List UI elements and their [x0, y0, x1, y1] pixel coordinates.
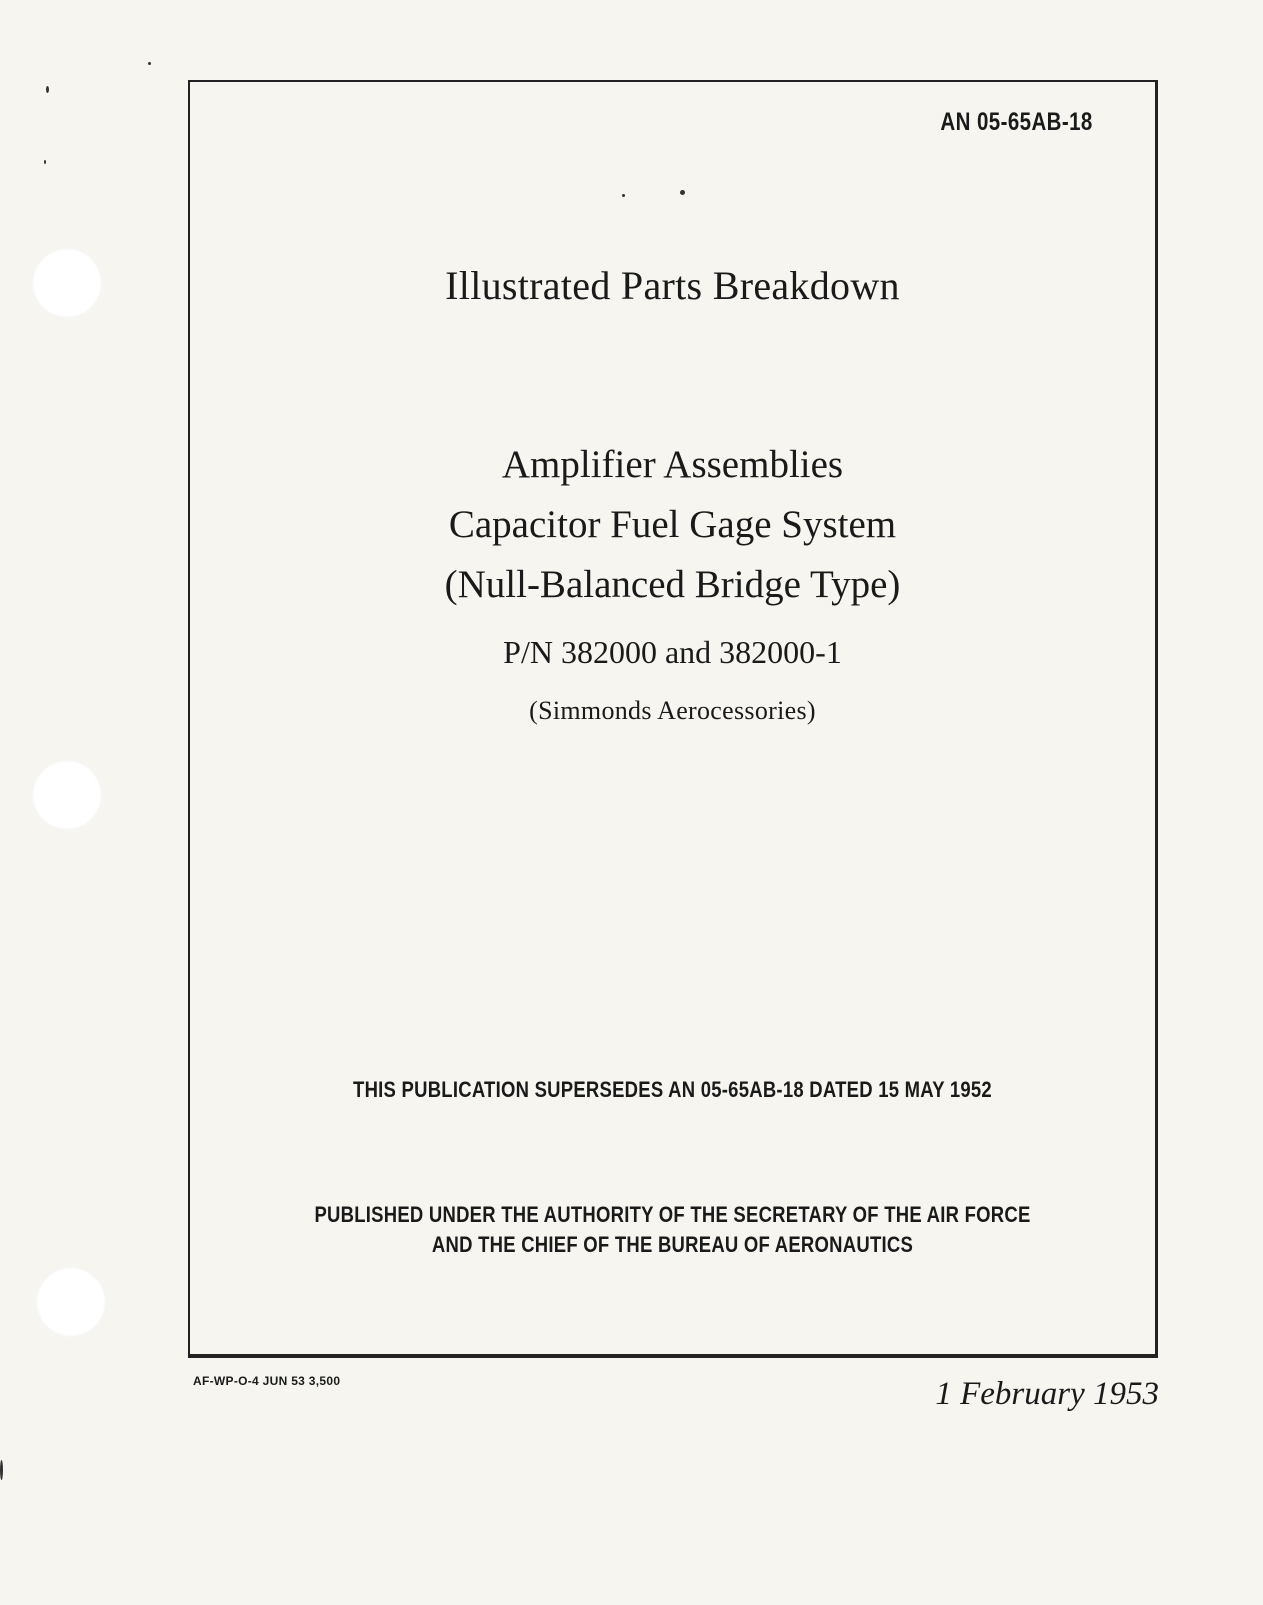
punch-hole-bottom	[36, 1267, 106, 1337]
ink-speck	[622, 194, 625, 197]
punch-hole-middle	[32, 760, 102, 830]
part-number: P/N 382000 and 382000-1	[503, 634, 842, 670]
page-border	[188, 80, 1158, 1358]
publication-date: 1 February 1953	[935, 1376, 1159, 1412]
authority-line-1: PUBLISHED UNDER THE AUTHORITY OF THE SECRETARY OF THE AIR FORCE	[314, 1202, 1031, 1227]
document-number: AN 05-65AB-18	[940, 108, 1093, 136]
authority-line-2: AND THE CHIEF OF THE BUREAU OF AERONAUTICS	[431, 1232, 914, 1257]
manufacturer: (Simmonds Aerocessories)	[529, 696, 816, 725]
supersedes-notice: THIS PUBLICATION SUPERSEDES AN 05-65AB-18 DATED 15 MAY 1952	[353, 1077, 992, 1102]
ink-speck	[44, 160, 46, 164]
ink-speck	[0, 1460, 3, 1480]
punch-hole-top	[32, 248, 102, 318]
title-line-3: (Null-Balanced Bridge Type)	[444, 563, 901, 606]
publication-type: Illustrated Parts Breakdown	[445, 263, 900, 308]
print-code: AF-WP-O-4 JUN 53 3,500	[193, 1374, 341, 1388]
title-line-1: Amplifier Assemblies	[501, 443, 844, 486]
title-line-2: Capacitor Fuel Gage System	[448, 503, 897, 546]
ink-speck	[148, 62, 151, 65]
ink-speck	[680, 190, 685, 195]
ink-speck	[46, 86, 49, 93]
